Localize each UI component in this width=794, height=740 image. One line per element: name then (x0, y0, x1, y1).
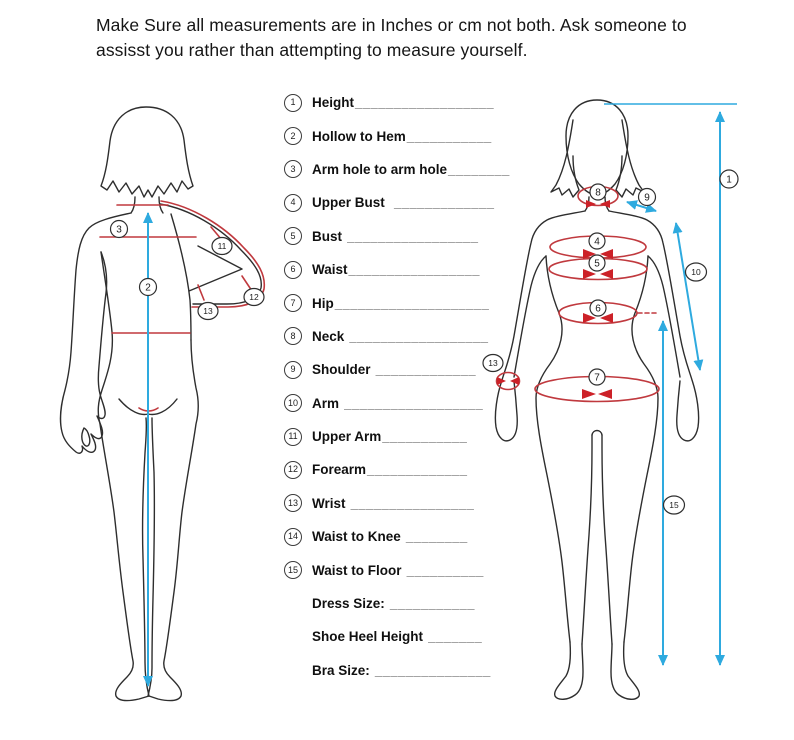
item-blank-line: __________ (402, 562, 484, 578)
item-number: 5 (284, 227, 302, 245)
measurement-row-bust (284, 220, 510, 253)
item-number: 15 (284, 561, 302, 579)
measurement-row-arm (284, 387, 510, 420)
item-blank-line: _______ (424, 629, 483, 645)
svg-text:2: 2 (145, 282, 151, 294)
item-number (284, 628, 302, 646)
item-blank-line: __________________ (345, 328, 489, 344)
item-blank-line: _________________ (348, 262, 480, 278)
measurement-row-waist-to-floor (284, 553, 510, 586)
svg-text:6: 6 (595, 303, 601, 315)
item-blank-line: _______________ (370, 662, 491, 678)
badge-wrist-back (198, 303, 218, 320)
measurement-row-forearm (284, 453, 510, 486)
item-number: 4 (284, 194, 302, 212)
back-figure-bent-arm (160, 204, 261, 304)
item-label: Hip (312, 295, 334, 311)
item-label: Waist (312, 262, 348, 278)
item-number: 11 (284, 428, 302, 446)
svg-text:13: 13 (488, 358, 498, 368)
badge-hollow-to-hem (140, 279, 157, 296)
arm-length-arrow (676, 223, 700, 370)
svg-text:3: 3 (116, 224, 122, 236)
item-blank-line: ____________________ (334, 295, 490, 311)
item-label: Shoulder (312, 362, 371, 378)
svg-text:13: 13 (203, 306, 213, 316)
item-number: 2 (284, 127, 302, 145)
svg-text:1: 1 (726, 174, 732, 186)
item-number: 6 (284, 261, 302, 279)
badge-arm (686, 263, 707, 281)
item-label: Shoe Heel Height (312, 629, 424, 645)
instructions-text: Make Sure all measurements are in Inches or cm not both. Ask someone to assisst you rather than attempting to measure yourself. (96, 15, 687, 61)
item-label: Bra Size: (312, 662, 370, 678)
measurement-row-armhole (284, 153, 510, 186)
svg-text:5: 5 (594, 258, 600, 270)
svg-text:11: 11 (217, 241, 227, 251)
badge-upper-bust (589, 233, 605, 249)
item-label: Dress Size: (312, 596, 385, 612)
item-blank-line: _________________ (343, 228, 479, 244)
item-label: Hollow to Hem (312, 128, 406, 144)
measurement-row-hip (284, 286, 510, 319)
item-label: Bust (312, 228, 342, 244)
item-blank-line: _____________ (385, 195, 495, 211)
item-number: 3 (284, 160, 302, 178)
measurement-row-waist (284, 253, 510, 286)
item-label: Arm (312, 395, 340, 411)
item-label: Height (312, 95, 354, 111)
badge-hip (589, 369, 605, 385)
badge-waist (590, 300, 606, 316)
item-label: Forearm (312, 462, 367, 478)
badge-armhole (111, 221, 128, 238)
back-figure-hair (101, 107, 193, 197)
item-label: Upper Arm (312, 429, 382, 445)
item-number: 12 (284, 461, 302, 479)
svg-text:4: 4 (594, 236, 600, 248)
svg-text:8: 8 (595, 187, 601, 199)
measurement-row-wrist (284, 487, 510, 520)
badge-waist-to-floor (664, 496, 685, 514)
svg-text:15: 15 (669, 500, 679, 510)
item-blank-line: ___________ (385, 596, 475, 612)
svg-text:12: 12 (249, 292, 259, 302)
item-number: 8 (284, 327, 302, 345)
item-blank-line: ___________ (382, 429, 468, 445)
measurement-row-waist-to-knee (284, 520, 510, 553)
front-view-figure (495, 100, 737, 699)
measurement-row-upper-bust (284, 186, 510, 219)
item-number: 10 (284, 394, 302, 412)
measurement-row-height (284, 86, 510, 119)
measurement-row-shoe-heel-height (284, 620, 510, 653)
item-blank-line: ________ (448, 161, 510, 177)
item-blank-line: ________________ (346, 495, 475, 511)
item-number: 7 (284, 294, 302, 312)
measurement-list (284, 86, 510, 687)
item-number: 14 (284, 528, 302, 546)
svg-text:7: 7 (594, 372, 600, 384)
wrist-tick (198, 285, 204, 300)
measurement-row-bra-size (284, 654, 510, 687)
item-label: Waist to Knee (312, 529, 401, 545)
badge-neck (590, 184, 606, 200)
badge-height (720, 170, 738, 188)
item-label: Waist to Floor (312, 562, 402, 578)
svg-text:10: 10 (691, 267, 701, 277)
badge-shoulder (639, 189, 656, 206)
measurement-row-shoulder (284, 353, 510, 386)
item-blank-line: __________________ (355, 95, 495, 111)
back-view-figure (61, 107, 265, 701)
svg-text:9: 9 (644, 192, 650, 204)
item-label: Arm hole to arm hole (312, 161, 448, 177)
badge-bust (589, 255, 605, 271)
measurement-row-hollow-to-hem (284, 119, 510, 152)
item-blank-line: __________________ (340, 395, 484, 411)
badge-forearm (244, 289, 264, 306)
item-number: 13 (284, 494, 302, 512)
item-blank-line: _____________ (367, 462, 468, 478)
item-label: Neck (312, 328, 345, 344)
item-number (284, 595, 302, 613)
item-label: Upper Bust (312, 195, 385, 211)
measurement-row-dress-size (284, 587, 510, 620)
item-label: Wrist (312, 495, 346, 511)
measurement-row-neck (284, 320, 510, 353)
item-number: 1 (284, 94, 302, 112)
item-blank-line: ___________ (406, 128, 492, 144)
measurement-row-upper-arm (284, 420, 510, 453)
item-number (284, 661, 302, 679)
item-blank-line: ________ (401, 529, 468, 545)
item-blank-line: _____________ (371, 362, 477, 378)
item-number: 9 (284, 361, 302, 379)
badge-upper-arm (212, 238, 232, 255)
